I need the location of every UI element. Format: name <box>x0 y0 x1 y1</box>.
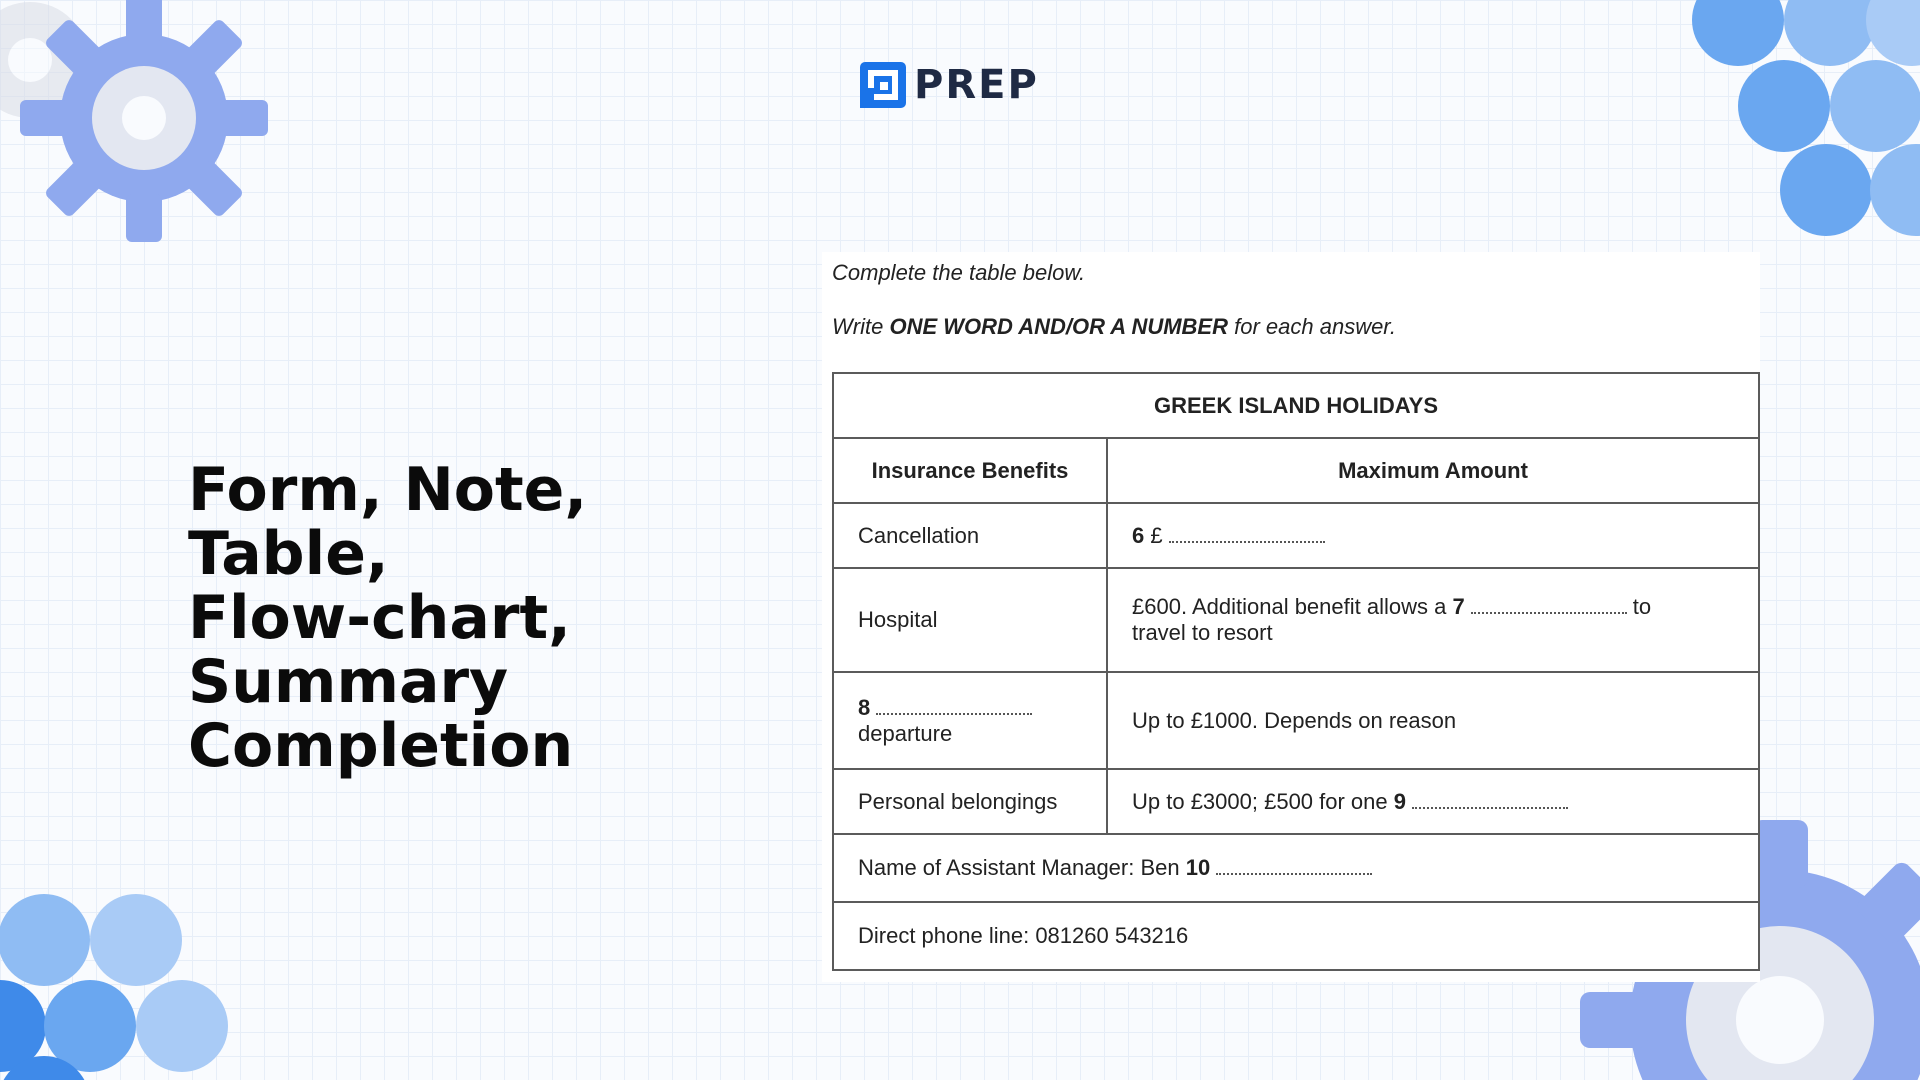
answer-blank-7[interactable] <box>1471 598 1627 614</box>
table-title: GREEK ISLAND HOLIDAYS <box>833 373 1759 438</box>
phone-cell: Direct phone line: 081260 543216 <box>833 902 1759 970</box>
manager-cell <box>833 834 1759 902</box>
answer-blank-9[interactable] <box>1412 793 1568 809</box>
table-title-row <box>833 373 1759 438</box>
table-header-row <box>833 438 1759 503</box>
amount-cell <box>1107 568 1759 672</box>
instruction-prefix: Write <box>832 314 890 339</box>
header-insurance-benefits: Insurance Benefits <box>833 438 1107 503</box>
amount-text: £600. Additional benefit allows a <box>1132 594 1447 619</box>
prep-logo[interactable] <box>860 62 1039 108</box>
gear-decoration-top-left <box>0 0 290 250</box>
table-row <box>833 672 1759 769</box>
instruction-line-2 <box>832 314 1396 340</box>
brand-name: PREP <box>914 62 1039 108</box>
instruction-suffix: for each answer. <box>1228 314 1396 339</box>
question-document <box>822 252 1760 982</box>
question-number-10: 10 <box>1185 855 1211 880</box>
amount-text-line2: travel to resort <box>1132 620 1273 645</box>
completion-table <box>832 372 1760 971</box>
table-row <box>833 568 1759 672</box>
question-number-7: 7 <box>1452 594 1465 619</box>
amount-text-suffix: to <box>1632 594 1652 619</box>
question-number-9: 9 <box>1393 788 1407 814</box>
table-row-manager <box>833 834 1759 902</box>
circles-decoration-bottom-left <box>0 880 240 1080</box>
benefit-cell: Personal belongings <box>833 769 1107 834</box>
question-number-8: 8 <box>858 694 871 720</box>
amount-cell <box>1107 503 1759 568</box>
amount-currency: £ <box>1150 522 1163 548</box>
amount-cell: Up to £1000. Depends on reason <box>1107 672 1759 769</box>
amount-text: Up to £3000; £500 for one <box>1132 788 1388 814</box>
manager-label: Name of Assistant Manager: Ben <box>858 855 1180 880</box>
circles-decoration-top-right <box>1680 0 1920 240</box>
answer-blank-6[interactable] <box>1169 527 1325 543</box>
amount-cell <box>1107 769 1759 834</box>
benefit-cell: Cancellation <box>833 503 1107 568</box>
benefit-cell <box>833 672 1107 769</box>
table-row <box>833 503 1759 568</box>
table-row <box>833 769 1759 834</box>
benefit-cell: Hospital <box>833 568 1107 672</box>
answer-blank-10[interactable] <box>1216 859 1372 875</box>
prep-logo-icon <box>860 62 906 108</box>
instruction-line-1: Complete the table below. <box>832 260 1086 285</box>
benefit-text: departure <box>858 720 953 746</box>
table-row-phone <box>833 902 1759 970</box>
instruction-word-limit: ONE WORD AND/OR A NUMBER <box>889 314 1228 339</box>
header-maximum-amount: Maximum Amount <box>1107 438 1759 503</box>
question-number-6: 6 <box>1132 522 1145 548</box>
page-headline: Form, Note, Table, Flow-chart, Summary Completion <box>188 455 588 781</box>
answer-blank-8[interactable] <box>876 699 1032 715</box>
